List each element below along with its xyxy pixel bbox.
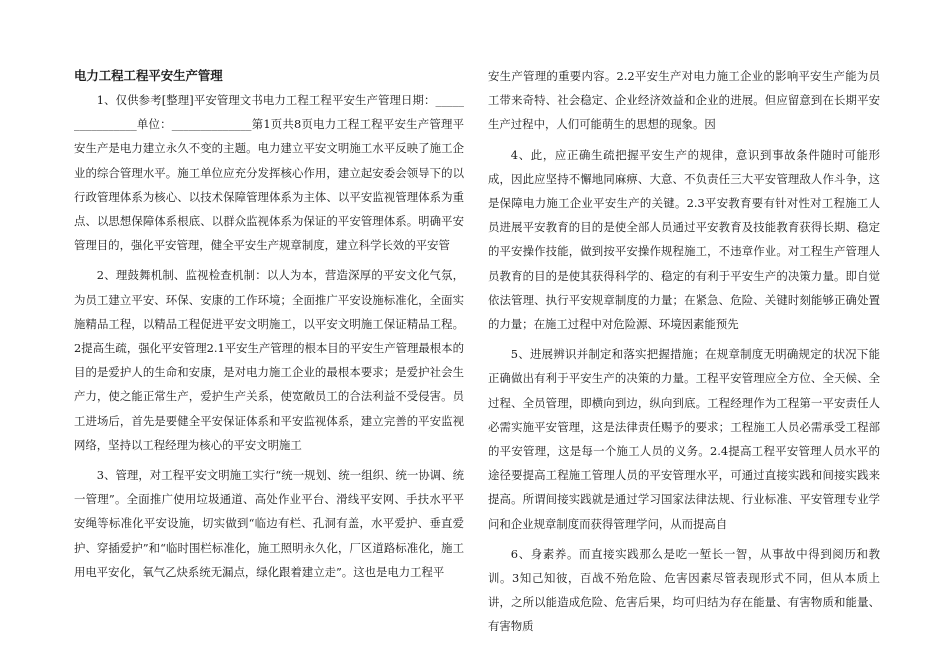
paragraph-6: 6、身素养。而直接实践那么是吃一堑长一智，从事故中得到阅历和教训。3知己知彼，百战不殆危险、危害因素尽管表现形式不同，但从本质上讲，之所以能造成危险、危害后果，均可归结为存在能量、有害物质和能量、有害物质 — [488, 546, 880, 634]
left-column — [74, 64, 464, 590]
right-column — [488, 64, 880, 645]
paragraph-4: 4、此，应正确生疏把握平安生产的规律，意识到事故条件随时可能形成，因此应坚持不懈地同麻痹、大意、不负责任三大平安管理敌人作斗争，这是保障电力施工企业平安生产的关键。2.3平安教育要有针对性对工程施工人员进展平安教育的目的是使全部人员通过平安教育及技能教育获得长期、稳定的平安操作技能，做到按平安操作规程施工，不违章作业。对工程生产管理人员教育的目的是使其获得科学的、稳定的有利于平安生产的决策力量。即自觉依法管理、执行平安规章制度的力量；在紧急、危险、关键时刻能够正确处置的力量；在施工过程中对危险源、环境因素能预先 — [488, 147, 880, 332]
paragraph-3-continued: 安生产管理的重要内容。2.2平安生产对电力施工企业的影响平安生产能为员工带来奇特、社会稳定、企业经济效益和企业的进展。但应留意到在长期平安生产过程中，人们可能萌生的思想的现象。因 — [488, 69, 880, 132]
paragraph-2: 2、理鼓舞机制、监视检查机制：以人为本，营造深厚的平安文化气氛，为员工建立平安、环保、安康的工作环境；全面推广平安设施标准化，全面实施精品工程，以精品工程促进平安文明施工，以平安文明施工保证精品工程。2提高生疏，强化平安管理2.1平安生产管理的根本目的平安生产管理最根本的目的是爱护人的生命和安康，是对电力施工企业的最根本要求；是爱护社会生产力，使之能正常生产，爱护生产关系，使宽敞员工的合法利益不受侵害。员工进场后，首先是要健全平安保证体系和平安监视体系，建立完善的平安监视网络，坚持以工程经理为核心的平安文明施工 — [74, 268, 464, 452]
document-title: 电力工程工程平安生产管理 — [74, 68, 223, 83]
paragraph-1: 1、仅供参考[整理]平安管理文书电力工程工程平安生产管理日期：________________单位：______________第1页共8页电力工程工程平安生产管理平安生产是电力建立永久不变的主题。电力建立平安文明施工水平反映了施工企业的综合管理水平。施工单位应充分发挥核心作用，建立起安委会领导下的以行政管理体系为核心、以技术保障管理体系为主体、以平安监视管理体系为重点、以思想保障体系根底、以群众监视体系为保证的平安管理体系。明确平安管理目的，强化平安管理，健全平安生产规章制度，建立科学长效的平安管 — [74, 93, 464, 253]
paragraph-3: 3、管理，对工程平安文明施工实行“统一规划、统一组织、统一协调、统一管理”。全面推广使用垃圾通道、高处作业平台、滑线平安网、手扶水平平安绳等标准化平安设施，切实做到“临边有栏、孔洞有盖，水平爱护、垂直爱护、穿插爱护”和“临时围栏标准化，施工照明永久化，厂区道路标准化，施工用电平安化，氧气乙炔系统无漏点，绿化跟着建立走”。这也是电力工程平 — [74, 468, 464, 579]
paragraph-5: 5、进展辨识并制定和落实把握措施；在规章制度无明确规定的状况下能正确做出有利于平安生产的决策的力量。工程平安管理应全方位、全天候、全过程、全员管理，即横向到边，纵向到底。工程经理作为工程第一平安责任人必需实施平安管理，这是法律责任赐予的要求；工程施工人员必需承受工程部的平安管理，这是每一个施工人员的义务。2.4提高工程平安管理人员水平的途径要提高工程施工管理人员的平安管理水平，可通过直接实践和间接实践来提高。所谓间接实践就是通过学习国家法律法规、行业标准、平安管理专业学问和企业规章制度而获得管理学问，从而提高自 — [488, 347, 880, 531]
